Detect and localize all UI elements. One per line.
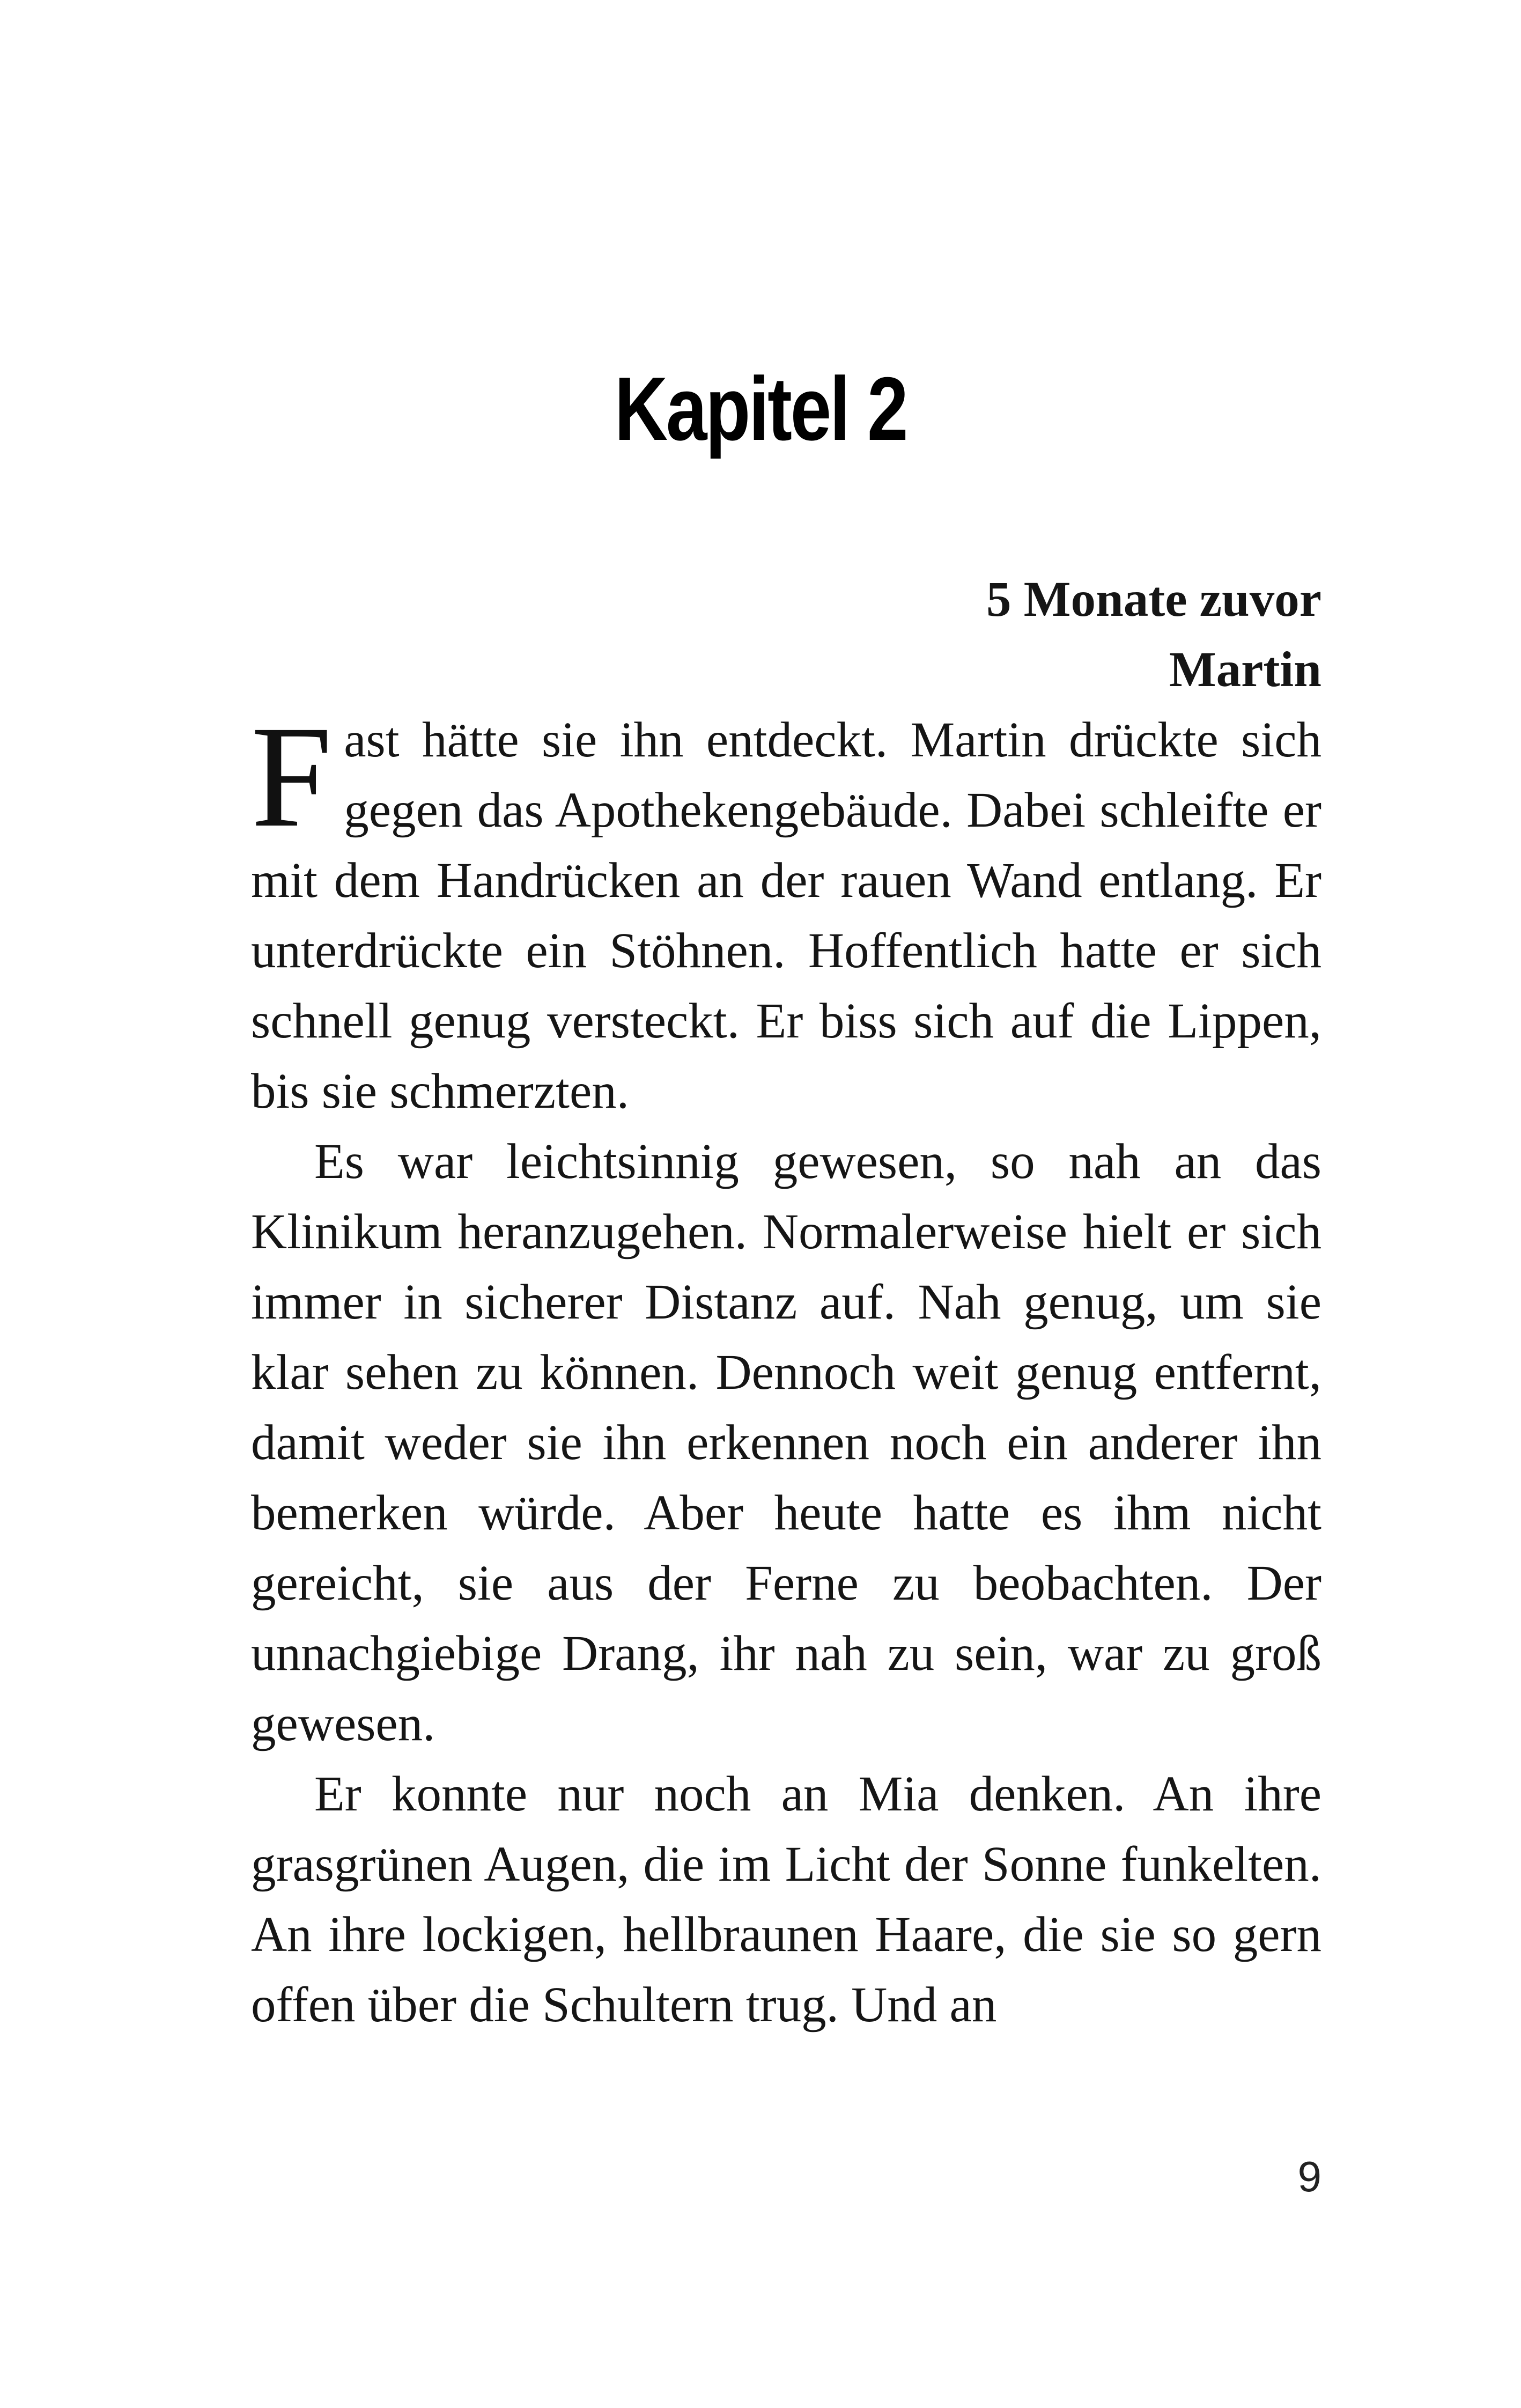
time-note: 5 Monate zuvor: [986, 572, 1321, 627]
chapter-title: Kapitel 2: [614, 358, 907, 459]
paragraph-3: Er konnte nur noch an Mia denken. An ihre grasgrünen Augen, die im Licht der Sonne funkelten. An ihre lockigen, hellbraunen Haare, die sie so gern offen über die Schultern trug. Und an: [251, 1766, 1321, 2033]
paragraph-1-text: ast hätte sie ihn entdeckt. Martin drückte sich gegen das Apothekengebäude. Dabei schleifte er mit dem Handrücken an der rauen Wand entlang. Er unterdrückte ein Stöhnen. Hoffentlich hatte er sich schnell genug versteckt. Er biss sich auf die Lippen, bis sie schmerzten.: [251, 712, 1321, 1119]
paragraph-1: [251, 696, 1321, 1126]
pov-character: Martin: [1169, 642, 1321, 697]
paragraph-2: Es war leichtsinnig gewesen, so nah an das Klinikum heranzugehen. Normalerweise hielt er sich immer in sicherer Distanz auf. Nah genug, um sie klar sehen zu können. Dennoch weit genug entfernt, damit weder sie ihn erkennen noch ein anderer ihn bemerken würde. Aber heute hatte es ihm nicht gereicht, sie aus der Ferne zu beobachten. Der unnachgiebige Drang, ihr nah zu sein, war zu groß gewesen.: [251, 1134, 1321, 1751]
chapter-meta: [251, 564, 1321, 705]
page-number: 9: [1297, 2153, 1321, 2200]
chapter-text: [251, 564, 1321, 2040]
drop-cap: F: [251, 696, 333, 857]
